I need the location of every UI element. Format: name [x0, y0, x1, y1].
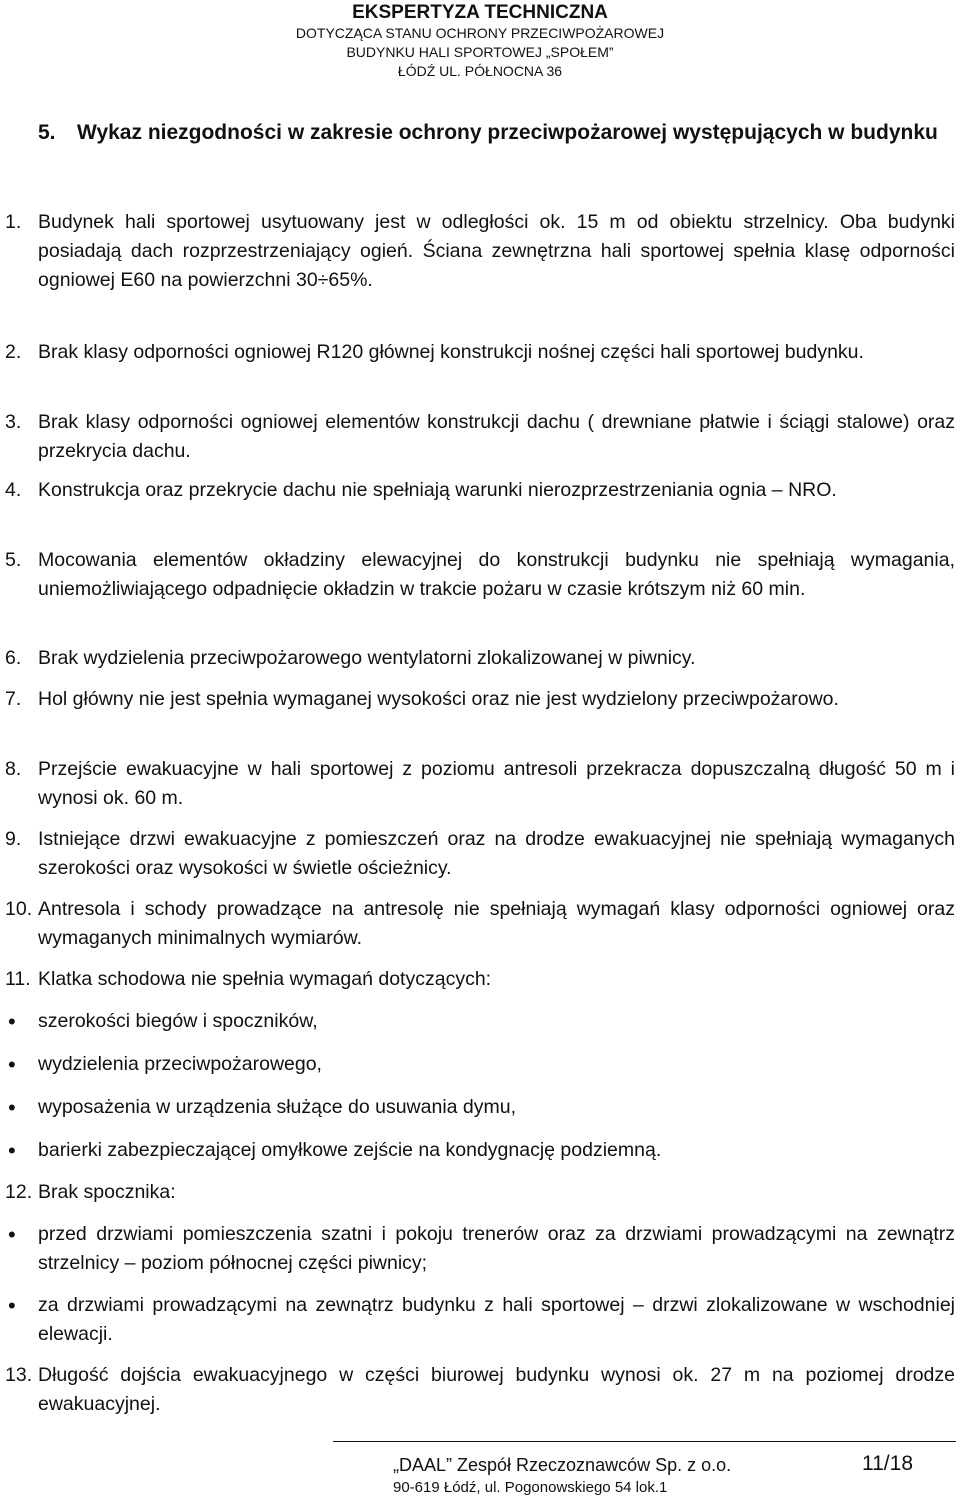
list-item-number: 9. — [5, 828, 22, 850]
list-item-number: 11. — [5, 968, 31, 990]
page-number: 11/18 — [862, 1452, 913, 1475]
bullet-text: wydzielenia przeciwpożarowego, — [38, 1053, 322, 1075]
list-item-text: Klatka schodowa nie spełnia wymagań dotyczących: — [38, 968, 492, 990]
list-item-text: Antresola i schody prowadzące na antresolę nie spełniają wymagań klasy odporności ogniowej oraz wymaganych minimalnych wymiarów. — [38, 898, 955, 949]
bullet-glyph: • — [8, 1222, 16, 1247]
list-item-text: Brak wydzielenia przeciwpożarowego wentylatorni zlokalizowanej w piwnicy. — [38, 647, 696, 669]
bullet-text: szerokości biegów i spoczników, — [38, 1010, 318, 1032]
list-item-number: 8. — [5, 758, 22, 780]
footer-address: 90-619 Łódź, ul. Pogonowskiego 54 lok.1 — [393, 1479, 668, 1496]
list-item-number: 13. — [5, 1364, 33, 1386]
bullet-glyph: • — [8, 1009, 16, 1034]
bullet-glyph: • — [8, 1095, 16, 1120]
section-title-text: Wykaz niezgodności w zakresie ochrony przeciwpożarowej występujących w budynku — [77, 121, 938, 144]
list-item-text: Budynek hali sportowej usytuowany jest w odległości ok. 15 m od obiektu strzelnicy. Oba budynki posiadają dach rozprzestrzeniający ogień. Ściana zewnętrzna hali sportowej spełnia klasę odporności ogniowej E60 na powierzchni 30÷65%. — [38, 211, 955, 291]
list-item-number: 5. — [5, 549, 22, 571]
list-item-text: Długość dojścia ewakuacyjnego w części biurowej budynku wynosi ok. 27 m na poziomej drodze ewakuacyjnej. — [38, 1364, 955, 1415]
list-item-text: Przejście ewakuacyjne w hali sportowej z poziomu antresoli przekracza dopuszczalną długość 50 m i wynosi ok. 60 m. — [38, 758, 955, 809]
list-item-text: Hol główny nie jest spełnia wymaganej wysokości oraz nie jest wydzielony przeciwpożarowo. — [38, 688, 839, 710]
list-item-number: 7. — [5, 688, 22, 710]
bullet-text: wyposażenia w urządzenia służące do usuwania dymu, — [38, 1096, 517, 1118]
header-subtitle-line-1: DOTYCZĄCA STANU OCHRONY PRZECIWPOŻAROWEJ — [295, 25, 665, 41]
header-subtitle-line-2: BUDYNKU HALI SPORTOWEJ „SPOŁEM” — [346, 44, 614, 60]
bullet-glyph: • — [8, 1052, 16, 1077]
list-item-number: 2. — [5, 341, 22, 363]
list-item-number: 12. — [5, 1181, 33, 1203]
footer-company: „DAAL” Zespół Rzeczoznawców Sp. z o.o. — [393, 1455, 732, 1475]
bullet-text: barierki zabezpieczającej omyłkowe zejście na kondygnację podziemną. — [38, 1139, 662, 1161]
bullet-glyph: • — [8, 1293, 16, 1318]
header-address: ŁÓDŹ UL. PÓŁNOCNA 36 — [397, 63, 563, 79]
list-item-number: 6. — [5, 647, 22, 669]
bullet-text: za drzwiami prowadzącymi na zewnątrz budynku z hali sportowej – drzwi zlokalizowane w wschodniej elewacji. — [38, 1294, 955, 1345]
list-item-text: Istniejące drzwi ewakuacyjne z pomieszczeń oraz na drodze ewakuacyjnej nie spełniają wymaganych szerokości oraz wysokości w świetle ościeżnicy. — [38, 828, 955, 879]
list-item-text: Brak spocznika: — [38, 1181, 176, 1203]
section-heading — [38, 118, 955, 148]
footer-divider — [333, 1441, 956, 1442]
section-number: 5. — [38, 121, 56, 144]
list-item-number: 3. — [5, 411, 22, 433]
list-item-text: Konstrukcja oraz przekrycie dachu nie spełniają warunki nierozprzestrzeniania ognia – NRO. — [38, 479, 837, 501]
document-title: EKSPERTYZA TECHNICZNA — [352, 2, 608, 23]
document-header — [0, 0, 960, 81]
list-item-text: Mocowania elementów okładziny elewacyjnej do konstrukcji budynku nie spełniają wymagania, uniemożliwiającego odpadnięcie okładzin w trakcie pożaru w czasie krótszym niż 60 min. — [38, 549, 955, 600]
bullet-text: przed drzwiami pomieszczenia szatni i pokoju trenerów oraz za drzwiami prowadzącymi na zewnątrz strzelnicy – poziom północnej części piwnicy; — [38, 1223, 955, 1274]
bullet-glyph: • — [8, 1138, 16, 1163]
list-item-text: Brak klasy odporności ogniowej R120 głównej konstrukcji nośnej części hali sportowej budynku. — [38, 341, 864, 363]
list-item-number: 10. — [5, 898, 33, 920]
list-item-number: 4. — [5, 479, 22, 501]
list-item-number: 1. — [5, 211, 22, 233]
list-item-text: Brak klasy odporności ogniowej elementów konstrukcji dachu ( drewniane płatwie i ściągi stalowe) oraz przekrycia dachu. — [38, 411, 955, 462]
